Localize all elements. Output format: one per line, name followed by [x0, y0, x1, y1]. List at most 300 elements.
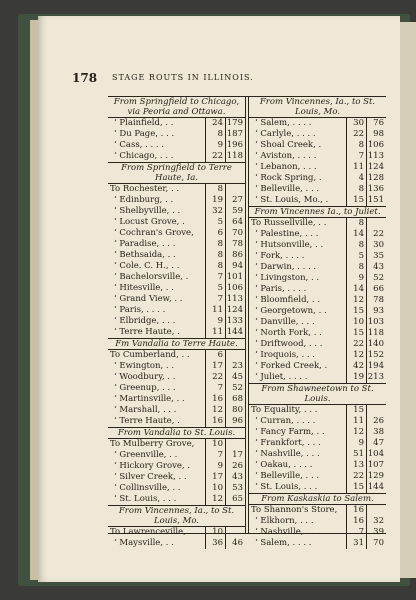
page-header	[72, 71, 372, 85]
route-title-line: Haute, Ia.	[155, 173, 198, 183]
route-section	[108, 428, 245, 506]
stage-distance: 19	[205, 195, 225, 206]
stage-distance: 9	[346, 438, 366, 449]
cumulative-distance	[225, 527, 245, 538]
cumulative-distance: 152	[367, 350, 384, 360]
route-section	[249, 384, 386, 494]
cumulative-distance: 128	[367, 173, 384, 183]
stage-distance: 17	[205, 472, 225, 483]
route-stop-row	[249, 361, 386, 372]
cumulative-distance: 144	[367, 482, 384, 492]
stage-distance: 13	[346, 460, 366, 471]
stop-name: ‘ Terre Haute, .	[114, 416, 180, 426]
stage-distance: 30	[346, 118, 366, 129]
stage-distance: 51	[346, 449, 366, 460]
left-column	[108, 97, 246, 548]
facing-page-edge	[398, 22, 416, 578]
stage-distance: 12	[346, 427, 366, 438]
stop-name: ‘ Lebanon, . . .	[255, 162, 317, 172]
route-section	[249, 207, 386, 384]
stop-name: ‘ Aviston, . . . .	[255, 151, 317, 161]
stage-distance: 8	[346, 140, 366, 151]
route-stop-row	[108, 461, 245, 472]
stage-distance: 22	[346, 471, 366, 482]
cumulative-distance: 140	[367, 339, 384, 349]
cumulative-distance: 78	[225, 239, 245, 250]
cumulative-distance: 213	[367, 372, 384, 382]
stage-distance: 16	[346, 505, 366, 516]
route-stop-row	[249, 129, 386, 140]
route-stop-row	[249, 416, 386, 427]
route-section	[249, 494, 386, 549]
cumulative-distance: 144	[226, 327, 243, 337]
route-stop-row	[249, 295, 386, 306]
route-stop-row	[108, 439, 245, 450]
page-number: 178	[72, 71, 98, 85]
cumulative-distance	[366, 405, 386, 416]
cumulative-distance: 136	[367, 184, 384, 194]
route-stop-row	[108, 350, 245, 361]
route-stop-row	[108, 129, 245, 140]
stop-name: ‘ Belleville, . . .	[255, 184, 320, 194]
route-title-line: From Vincennes, Ia., to St.	[118, 506, 235, 516]
route-stop-row	[249, 184, 386, 195]
route-stop-row	[249, 505, 386, 516]
stage-distance: 12	[205, 405, 225, 416]
stage-distance: 7	[205, 383, 225, 394]
stop-name: ‘ Carlyle, . . . .	[255, 129, 316, 139]
route-stop-row	[108, 217, 245, 228]
stage-distance: 22	[346, 129, 366, 140]
route-section	[108, 339, 245, 428]
stop-name: ‘ Paradise, . . .	[114, 239, 176, 249]
stop-name: ‘ Fancy Farm, . .	[255, 427, 325, 437]
route-section	[108, 506, 245, 549]
cumulative-distance: 106	[226, 283, 243, 293]
cumulative-distance	[225, 350, 245, 361]
stop-name: ‘ Curran, . . . .	[255, 416, 316, 426]
right-column	[248, 97, 386, 548]
cumulative-distance: 70	[366, 538, 386, 549]
cumulative-distance: 78	[366, 295, 386, 306]
cumulative-distance: 43	[225, 472, 245, 483]
stage-distance: 12	[346, 295, 366, 306]
cumulative-distance: 23	[225, 361, 245, 372]
stop-name: ‘ Locust Grove, .	[114, 217, 185, 227]
route-title	[249, 494, 386, 505]
route-stop-row	[249, 218, 386, 229]
stop-name: ‘ Palestine, . . .	[255, 229, 319, 239]
route-stop-row	[249, 118, 386, 129]
cumulative-distance	[225, 184, 245, 195]
route-stop-row	[108, 316, 245, 327]
route-stop-row	[249, 151, 386, 162]
stage-distance: 15	[346, 482, 366, 493]
stage-distance: 9	[205, 140, 225, 151]
stop-name: ‘ Salem, . . . .	[255, 118, 312, 128]
cumulative-distance: 129	[367, 471, 384, 481]
stage-distance: 16	[346, 516, 366, 527]
stage-distance: 7	[205, 294, 225, 305]
cumulative-distance: 187	[226, 129, 243, 139]
stop-name: ‘ Forked Creek, .	[255, 361, 328, 371]
cumulative-distance: 93	[366, 306, 386, 317]
cumulative-distance: 66	[366, 284, 386, 295]
route-stop-row	[108, 272, 245, 283]
stage-distance: 11	[205, 327, 225, 338]
route-stop-row	[108, 228, 245, 239]
stage-distance: 7	[205, 272, 225, 283]
route-section	[108, 163, 245, 339]
cumulative-distance	[366, 505, 386, 516]
route-stop-row	[108, 250, 245, 261]
stage-distance: 9	[205, 316, 225, 327]
stop-name: ‘ Fork, . . . .	[255, 251, 305, 261]
route-stop-row	[108, 305, 245, 316]
route-section	[249, 97, 386, 207]
stage-distance: 42	[346, 361, 366, 372]
route-stop-row	[249, 471, 386, 482]
route-title-line: From Shawneetown to St.	[261, 384, 374, 394]
cumulative-distance: 27	[225, 195, 245, 206]
cumulative-distance: 47	[366, 438, 386, 449]
stop-name: ‘ Marshall, . . .	[114, 405, 177, 415]
route-title-line: Louis, Mo.	[294, 107, 341, 117]
route-stop-row	[249, 460, 386, 471]
cumulative-distance: 106	[367, 140, 384, 150]
cumulative-distance: 133	[226, 316, 243, 326]
route-stop-row	[108, 151, 245, 162]
stage-distance: 6	[205, 228, 225, 239]
stage-distance: 8	[205, 129, 225, 140]
route-title-line: Fm Vandalia to Terre Haute.	[115, 339, 238, 349]
stop-name: ‘ Nashville, . . .	[255, 449, 320, 459]
route-stop-row	[108, 494, 245, 505]
stage-distance: 15	[346, 405, 366, 416]
stop-name: ‘ Greenup, . . .	[114, 383, 176, 393]
stage-distance: 8	[205, 184, 225, 195]
stop-name: ‘ Juliet, . . . .	[255, 372, 308, 382]
cumulative-distance: 30	[366, 240, 386, 251]
stage-distance: 22	[346, 339, 366, 350]
route-stop-row	[249, 140, 386, 151]
stage-distance: 10	[205, 439, 225, 450]
route-stop-row	[249, 482, 386, 493]
stop-name: ‘ Chicago, . . .	[114, 151, 174, 161]
stage-distance: 8	[346, 218, 366, 229]
stop-name: To Equality, . . .	[251, 405, 318, 415]
cumulative-distance: 104	[367, 449, 384, 459]
cumulative-distance: 80	[225, 405, 245, 416]
route-stop-row	[249, 317, 386, 328]
route-title-line: via Peoria and Ottawa.	[127, 107, 226, 117]
stop-name: ‘ Shelbyville, . .	[114, 206, 181, 216]
stage-distance: 8	[205, 250, 225, 261]
stop-name: ‘ St. Louis, . . .	[255, 482, 318, 492]
route-title	[108, 339, 245, 350]
route-stop-row	[108, 472, 245, 483]
stop-name: ‘ North Fork, . .	[255, 328, 322, 338]
route-stop-row	[249, 328, 386, 339]
stage-distance: 8	[346, 184, 366, 195]
cumulative-distance	[225, 439, 245, 450]
stop-name: ‘ Terre Haute, .	[114, 327, 180, 337]
route-stop-row	[108, 538, 245, 549]
route-stop-row	[249, 405, 386, 416]
cumulative-distance: 59	[225, 206, 245, 217]
stage-distance: 8	[346, 240, 366, 251]
stop-name: To Lawrenceville, .	[110, 527, 192, 537]
cumulative-distance: 103	[367, 317, 384, 327]
stop-name: ‘ Grand View, . .	[114, 294, 183, 304]
route-stop-row	[108, 483, 245, 494]
stop-name: ‘ St. Louis, . . .	[114, 494, 177, 504]
stage-distance: 15	[346, 195, 366, 206]
route-title-line: From Springfield to Terre	[121, 163, 232, 173]
cumulative-distance: 196	[226, 140, 243, 150]
stage-distance: 7	[346, 151, 366, 162]
stop-name: ‘ Paris, . . . .	[114, 305, 166, 315]
stop-name: ‘ St. Louis, Mo., .	[255, 195, 329, 205]
stage-distance: 17	[205, 361, 225, 372]
stage-distance: 11	[346, 416, 366, 427]
route-title-line: From Vandalia to St. Louis.	[117, 428, 236, 438]
cumulative-distance: 151	[367, 195, 384, 205]
cumulative-distance: 194	[367, 361, 384, 371]
stage-distance: 7	[205, 450, 225, 461]
stage-distance: 16	[205, 394, 225, 405]
cumulative-distance: 179	[226, 118, 243, 128]
stop-name: ‘ Darwin, . . . .	[255, 262, 317, 272]
route-title	[108, 163, 245, 184]
route-stop-row	[249, 306, 386, 317]
route-stop-row	[108, 361, 245, 372]
stop-name: ‘ Frankfort, . . .	[255, 438, 321, 448]
route-stop-row	[249, 527, 386, 538]
cumulative-distance: 38	[366, 427, 386, 438]
route-title-line: From Vincennes, Ia., to St.	[259, 97, 376, 107]
stop-name: ‘ Bachelorsville, .	[114, 272, 189, 282]
cumulative-distance: 118	[226, 151, 243, 161]
route-stop-row	[108, 416, 245, 427]
stop-name: ‘ Edinburg, . .	[114, 195, 174, 205]
route-stop-row	[108, 195, 245, 206]
stage-distance: 4	[346, 173, 366, 184]
stage-distance: 8	[205, 239, 225, 250]
route-stop-row	[108, 527, 245, 538]
route-stop-row	[108, 184, 245, 195]
route-stop-row	[108, 206, 245, 217]
cumulative-distance: 46	[225, 538, 245, 549]
stop-name: ‘ Driftwood, . . .	[255, 339, 323, 349]
running-head: STAGE ROUTS IN ILLINOIS.	[112, 73, 254, 82]
stage-distance: 22	[205, 151, 225, 162]
cumulative-distance: 86	[225, 250, 245, 261]
stop-name: ‘ Hutsonville, . .	[255, 240, 324, 250]
cumulative-distance: 96	[225, 416, 245, 427]
route-stop-row	[108, 405, 245, 416]
cumulative-distance: 107	[367, 460, 384, 470]
stop-name: ‘ Paris, . . . .	[255, 284, 307, 294]
route-stop-row	[108, 239, 245, 250]
stop-name: ‘ Cole. C. H., . .	[114, 261, 180, 271]
route-stop-row	[108, 372, 245, 383]
cumulative-distance: 52	[225, 383, 245, 394]
route-stop-row	[249, 438, 386, 449]
route-title-line: Louis, Mo.	[153, 516, 200, 526]
route-stop-row	[108, 261, 245, 272]
stage-distance: 19	[346, 372, 366, 383]
cumulative-distance: 124	[226, 305, 243, 315]
stop-name: To Shannon's Store,	[251, 505, 338, 515]
stop-name: To Russellville, . .	[251, 218, 327, 228]
route-stop-row	[108, 283, 245, 294]
stop-name: ‘ Salem, . . . .	[255, 538, 312, 548]
route-stop-row	[249, 449, 386, 460]
route-stop-row	[249, 339, 386, 350]
stop-name: ‘ Martinsville, . .	[114, 394, 185, 404]
stage-distance: 36	[205, 538, 225, 549]
stage-distance: 5	[346, 251, 366, 262]
cumulative-distance: 68	[225, 394, 245, 405]
stage-distance: 11	[205, 305, 225, 316]
stage-distance: 5	[205, 217, 225, 228]
stage-distance: 22	[205, 372, 225, 383]
route-stop-row	[108, 450, 245, 461]
stage-distance: 6	[205, 350, 225, 361]
route-title	[249, 97, 386, 118]
cumulative-distance: 43	[366, 262, 386, 273]
stage-distance: 12	[205, 494, 225, 505]
route-stop-row	[249, 240, 386, 251]
stop-name: To Mulberry Grove,	[110, 439, 195, 449]
cumulative-distance: 26	[225, 461, 245, 472]
route-stop-row	[108, 294, 245, 305]
route-stop-row	[249, 195, 386, 206]
stage-distance: 9	[346, 273, 366, 284]
stage-distance: 10	[205, 527, 225, 538]
cumulative-distance: 32	[366, 516, 386, 527]
cumulative-distance: 118	[367, 328, 384, 338]
route-stop-row	[108, 383, 245, 394]
cumulative-distance: 94	[225, 261, 245, 272]
cumulative-distance: 113	[367, 151, 384, 161]
stop-name: ‘ Ewington, . .	[114, 361, 175, 371]
cumulative-distance: 101	[226, 272, 243, 282]
cumulative-distance: 26	[366, 416, 386, 427]
stop-name: ‘ Cochran's Grove,	[114, 228, 194, 238]
stop-name: ‘ Livingston, . .	[255, 273, 320, 283]
stage-distance: 8	[205, 261, 225, 272]
route-stop-row	[249, 350, 386, 361]
route-stop-row	[108, 327, 245, 338]
cumulative-distance: 17	[225, 450, 245, 461]
stage-distance: 7	[346, 527, 366, 538]
route-title-line: From Vincennes Ia., to Juliet.	[254, 207, 381, 217]
route-stop-row	[249, 162, 386, 173]
route-title	[108, 428, 245, 439]
stage-distance: 14	[346, 284, 366, 295]
stop-name: ‘ Elkhorn, . . .	[255, 516, 314, 526]
stop-name: ‘ Elbridge, . . .	[114, 316, 176, 326]
route-stop-row	[249, 273, 386, 284]
cumulative-distance: 76	[366, 118, 386, 129]
route-title	[249, 384, 386, 405]
route-stop-row	[108, 394, 245, 405]
stage-distance: 5	[205, 283, 225, 294]
stage-distance: 15	[346, 328, 366, 339]
stop-name: ‘ Iroquois, . . .	[255, 350, 315, 360]
stop-name: ‘ Maysville, . .	[114, 538, 174, 548]
route-title	[249, 207, 386, 218]
cumulative-distance: 35	[366, 251, 386, 262]
cumulative-distance: 113	[226, 294, 243, 304]
stage-distance: 24	[205, 118, 225, 129]
stop-name: ‘ Hitesville, . .	[114, 283, 174, 293]
stop-name: ‘ Georgetown, . .	[255, 306, 327, 316]
stage-distance: 14	[346, 229, 366, 240]
cumulative-distance: 65	[225, 494, 245, 505]
route-stop-row	[249, 173, 386, 184]
cumulative-distance: 22	[366, 229, 386, 240]
cumulative-distance: 64	[225, 217, 245, 228]
stage-routes-table	[108, 96, 386, 548]
route-stop-row	[249, 372, 386, 383]
stage-distance: 11	[346, 162, 366, 173]
cumulative-distance: 45	[225, 372, 245, 383]
stop-name: ‘ Bethsaida, . .	[114, 250, 176, 260]
stop-name: ‘ Belleville, . . .	[255, 471, 320, 481]
stop-name: ‘ Rock Spring, .	[255, 173, 322, 183]
route-stop-row	[249, 262, 386, 273]
stage-distance: 9	[205, 461, 225, 472]
cumulative-distance: 52	[366, 273, 386, 284]
stage-distance: 15	[346, 306, 366, 317]
stop-name: ‘ Nashville, . . .	[255, 527, 320, 537]
route-title-line: From Springfield to Chicago,	[113, 97, 240, 107]
cumulative-distance: 70	[225, 228, 245, 239]
stage-distance: 16	[205, 416, 225, 427]
stop-name: ‘ Plainfield, . .	[114, 118, 174, 128]
route-title	[108, 97, 245, 118]
stop-name: ‘ Du Page, . . .	[114, 129, 175, 139]
stage-distance: 10	[346, 317, 366, 328]
stage-distance: 31	[346, 538, 366, 549]
cumulative-distance	[366, 218, 386, 229]
route-stop-row	[249, 538, 386, 549]
stage-distance: 8	[346, 262, 366, 273]
stop-name: To Cumberland, . .	[110, 350, 190, 360]
route-stop-row	[249, 516, 386, 527]
route-stop-row	[108, 140, 245, 151]
stop-name: ‘ Hickory Grove, .	[114, 461, 191, 471]
stop-name: ‘ Danville, . . .	[255, 317, 315, 327]
stop-name: To Rochester, . .	[110, 184, 180, 194]
stop-name: ‘ Silver Creek, . .	[114, 472, 187, 482]
route-stop-row	[249, 427, 386, 438]
route-title-line: From Kaskaskia to Salem.	[261, 494, 374, 504]
route-title	[108, 506, 245, 527]
route-stop-row	[249, 229, 386, 240]
route-title-line: Louis.	[304, 394, 331, 404]
cumulative-distance: 124	[367, 162, 384, 172]
stage-distance: 12	[346, 350, 366, 361]
stop-name: ‘ Collinsville, . .	[114, 483, 181, 493]
route-stop-row	[249, 284, 386, 295]
stop-name: ‘ Greenville, . .	[114, 450, 178, 460]
stop-name: ‘ Woodbury, . .	[114, 372, 176, 382]
cumulative-distance: 39	[366, 527, 386, 538]
